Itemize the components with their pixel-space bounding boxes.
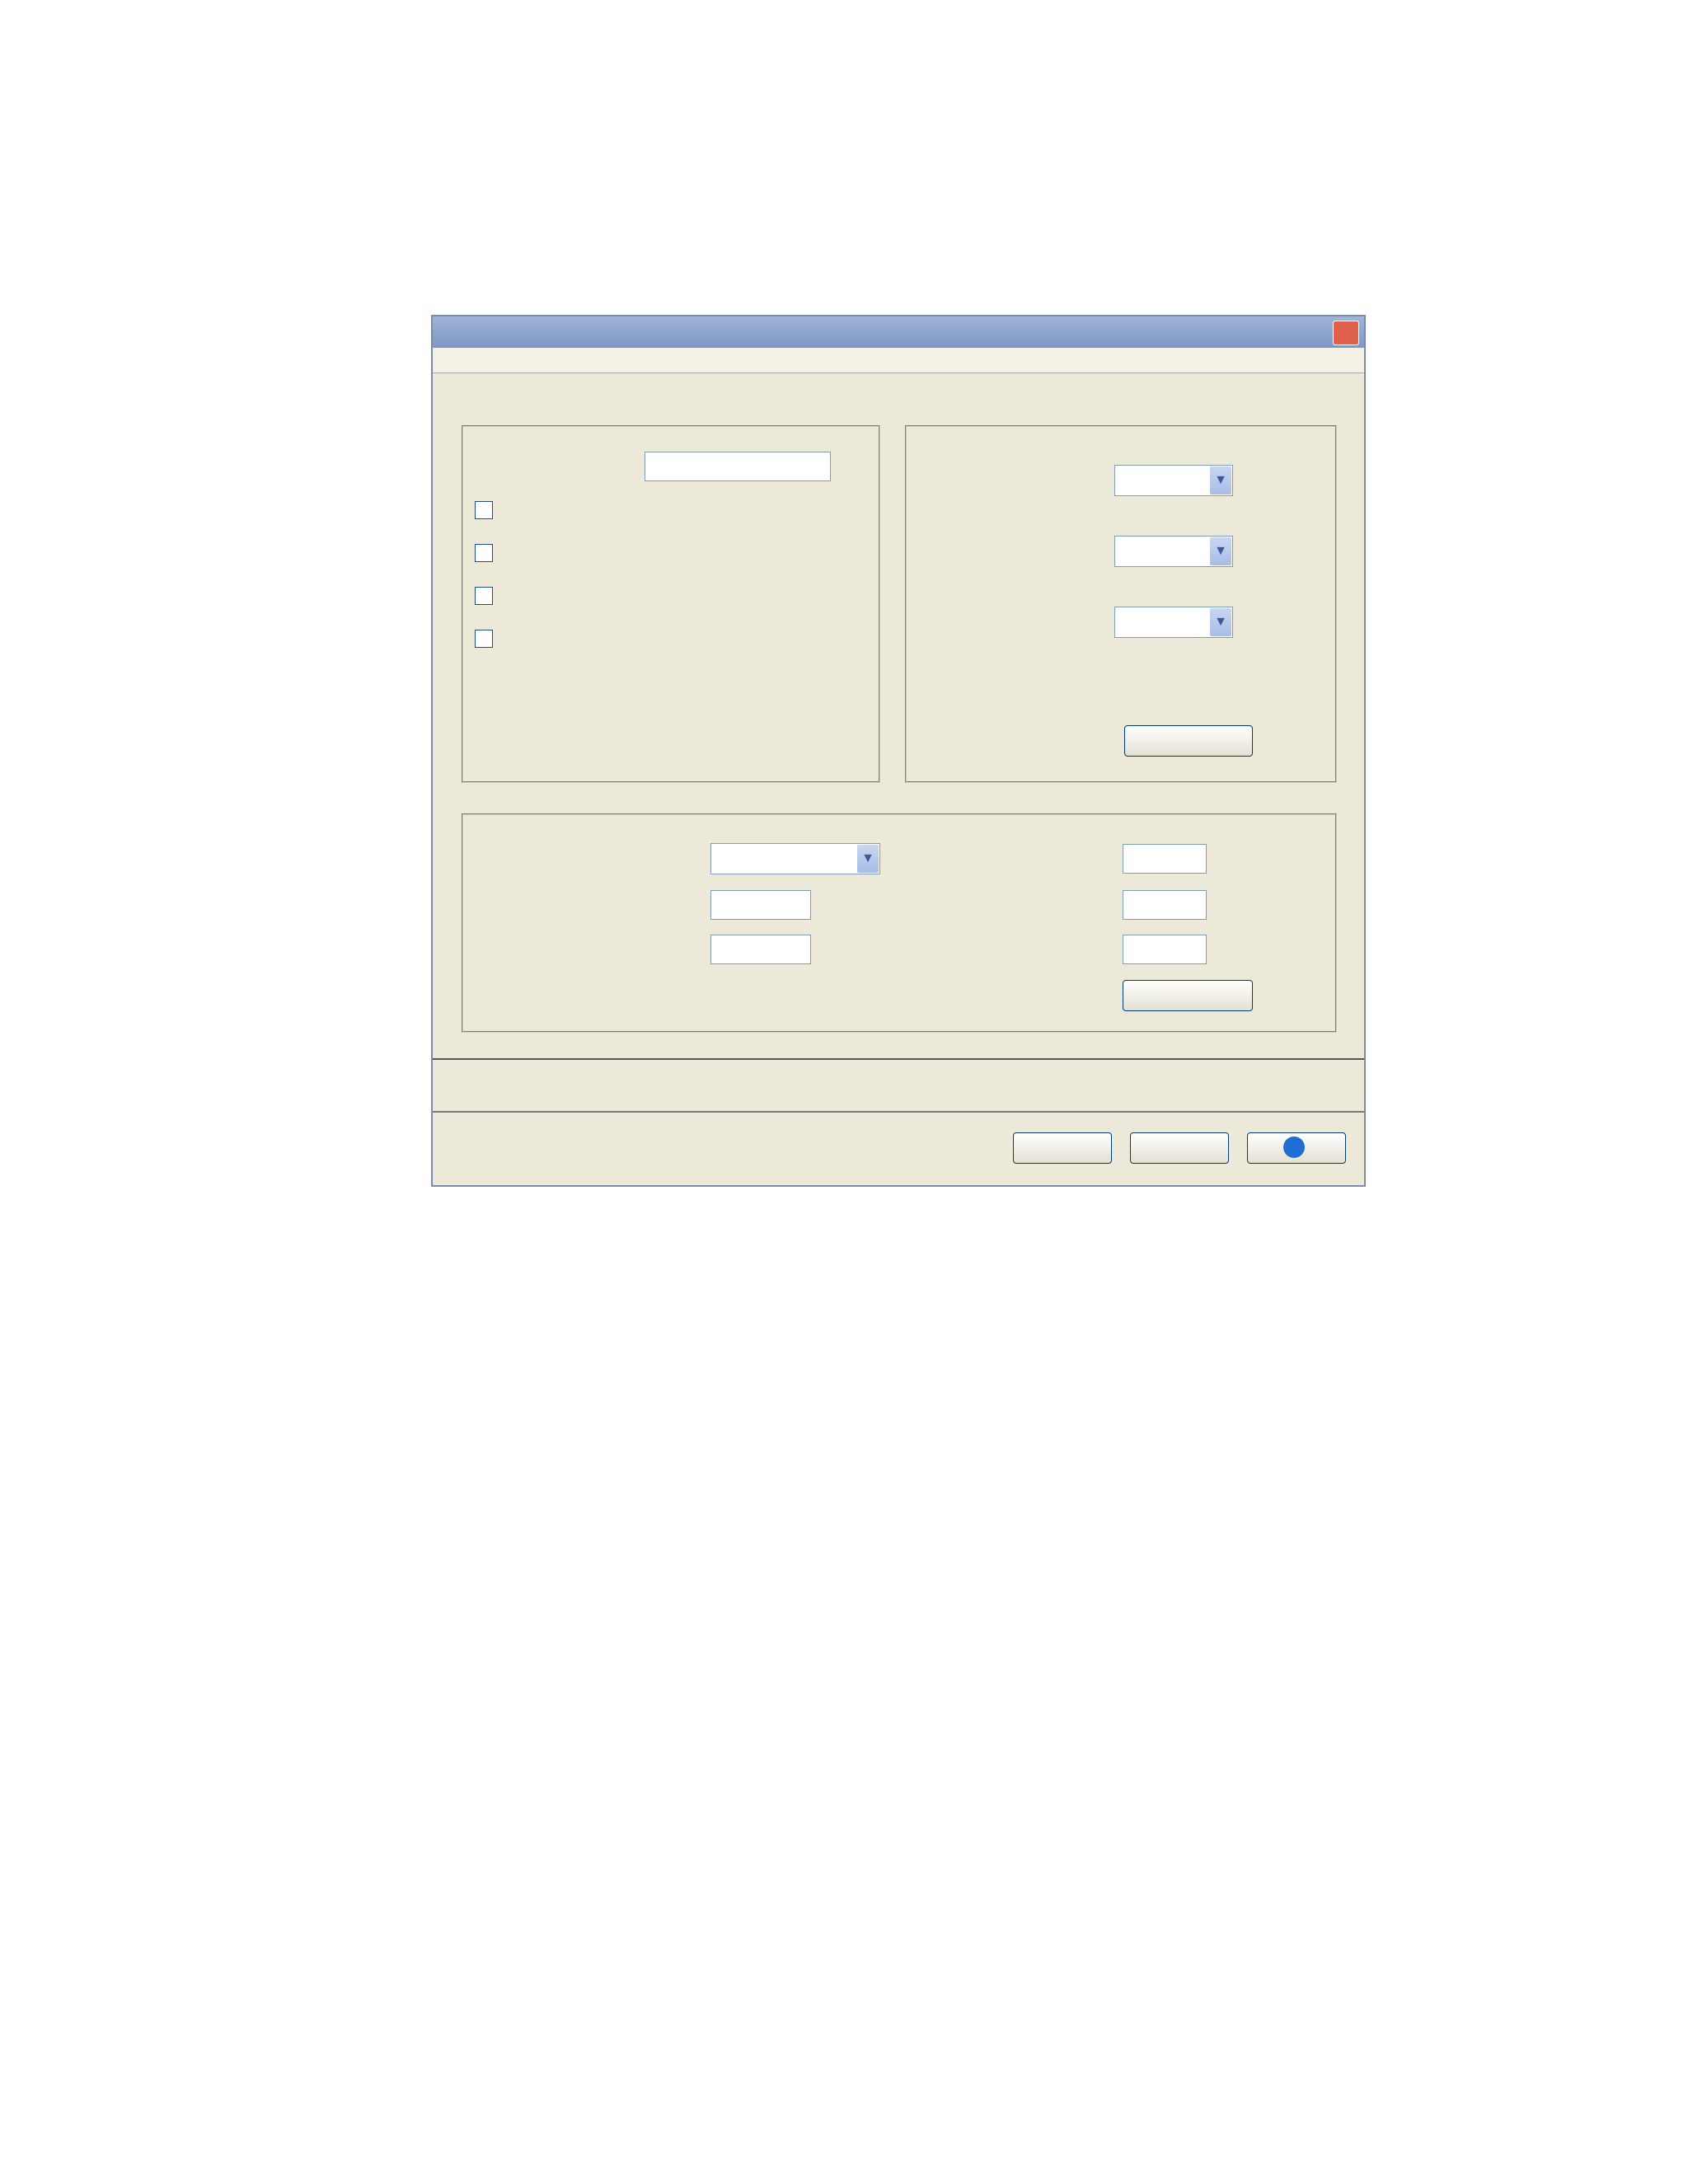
single-channel-scan-checkbox[interactable] xyxy=(475,544,493,562)
running-head xyxy=(1429,89,1464,119)
chevron-down-icon: ▼ xyxy=(857,845,879,873)
dtim-periods-button[interactable] xyxy=(1123,980,1253,1011)
desired-channel-select[interactable] xyxy=(1114,536,1233,567)
help-icon xyxy=(1283,1137,1305,1158)
desired-power-select[interactable] xyxy=(1114,607,1233,638)
dialog-titlebar xyxy=(433,316,1364,348)
configuration-bar xyxy=(433,348,1364,373)
properties-group xyxy=(462,425,880,783)
chevron-down-icon: ▼ xyxy=(1210,608,1231,636)
rts-threshold-input[interactable] xyxy=(1123,844,1207,874)
antenna-diversity-select[interactable] xyxy=(710,843,880,874)
self-healing-offset-input[interactable] xyxy=(1123,935,1207,964)
ok-button[interactable] xyxy=(1013,1132,1112,1164)
advanced-properties-group xyxy=(462,813,1337,1033)
close-icon[interactable] xyxy=(1333,321,1359,345)
enhanced-beacon-checkbox[interactable] xyxy=(475,587,493,605)
chevron-down-icon: ▼ xyxy=(1210,537,1231,565)
placement-select[interactable] xyxy=(1114,465,1233,496)
adoption-preference-input[interactable] xyxy=(710,935,811,964)
enhanced-probe-checkbox[interactable] xyxy=(475,630,493,648)
radio-settings-group xyxy=(905,425,1337,783)
radio-descr-input[interactable] xyxy=(645,452,831,481)
detector-ap-checkbox[interactable] xyxy=(475,501,493,519)
maximum-mus-input[interactable] xyxy=(710,890,811,920)
help-button[interactable] xyxy=(1247,1132,1346,1164)
rate-settings-button[interactable] xyxy=(1124,725,1253,757)
cancel-button[interactable] xyxy=(1130,1132,1229,1164)
chevron-down-icon: ▼ xyxy=(1210,466,1231,494)
beacon-interval-input[interactable] xyxy=(1123,890,1207,920)
configuration-dialog xyxy=(431,315,1366,1187)
divider xyxy=(433,1111,1364,1113)
divider xyxy=(433,1058,1364,1060)
